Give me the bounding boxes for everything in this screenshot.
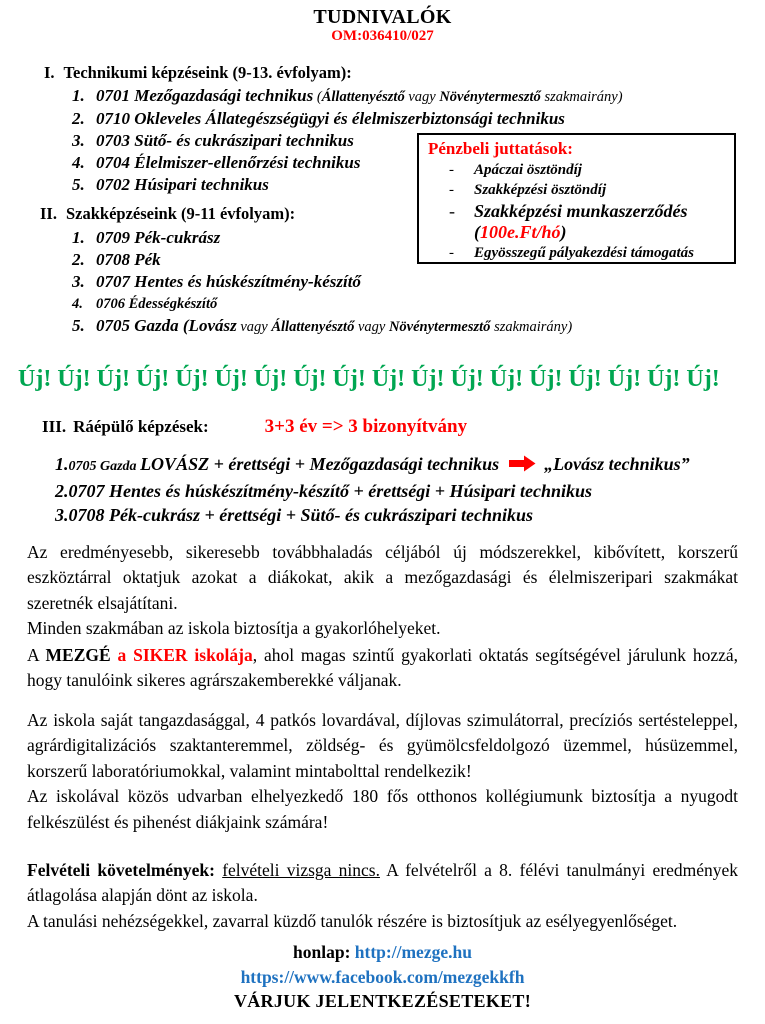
item-number: 3.	[72, 272, 85, 291]
page-title: TUDNIVALÓK	[313, 6, 452, 28]
course-path: LOVÁSZ + érettségi + Mezőgazdasági technikus	[140, 454, 500, 474]
school-name: MEZGÉ	[45, 645, 111, 665]
list-item	[72, 315, 572, 338]
item-number: 5.	[72, 316, 85, 335]
mezge-paragraph	[27, 643, 738, 694]
course-name: 0709 Pék-cukrász	[96, 228, 221, 247]
item-text	[96, 85, 623, 108]
section1-heading	[44, 63, 352, 83]
course-name: 0708 Pék	[96, 250, 161, 269]
section3-list	[55, 452, 690, 527]
benefits-title: Pénzbeli juttatások:	[428, 139, 573, 158]
benefit-item	[419, 200, 734, 222]
benefit-text: Apáczai ösztöndíj	[474, 162, 582, 178]
section3-heading-label: Ráépülő képzések:	[73, 417, 209, 436]
intro-paragraph	[27, 540, 738, 642]
new-banner: Új! Új! Új! Új! Új! Új! Új! Új! Új! Új! Új! Új! Új! Új! Új! Új! Új! Új!	[18, 366, 720, 392]
dash-bullet: -	[449, 182, 454, 198]
website-line	[0, 942, 765, 963]
course-name: 0702 Húsipari technikus	[96, 175, 269, 194]
om-code: OM:036410/027	[331, 28, 434, 44]
course-name: 0710 Okleveles Állategészségügyi és élelmiszerbiztonsági technikus	[96, 109, 565, 128]
list-item	[72, 293, 572, 315]
course-path: 0707 Hentes és húskészítmény-készítő + érettségi + Húsipari technikus	[68, 481, 593, 501]
section1-numeral: I.	[44, 63, 55, 82]
item-number: 3.	[55, 505, 69, 525]
paragraph-text: A	[27, 645, 46, 665]
list-item	[72, 249, 572, 271]
item-number: 2.	[72, 109, 85, 128]
list-item	[72, 271, 572, 293]
item-number: 1.	[55, 454, 69, 474]
no-exam-note: felvételi vizsga nincs.	[222, 860, 380, 880]
cta-line: VÁRJUK JELENTKEZÉSETEKET!	[233, 991, 532, 1011]
slogan: a SIKER iskolája	[110, 645, 253, 665]
course-paren: (Állattenyésztő vagy Növénytermesztő szakmairány)	[313, 89, 623, 105]
benefit-amount: (100e.Ft/hó)	[474, 222, 567, 242]
course-name: 0706 Édességkészítő	[96, 296, 218, 312]
admission-paragraph	[27, 858, 738, 934]
section2-numeral: II.	[40, 204, 57, 223]
amount-value: 100e.Ft/hó	[480, 222, 561, 242]
benefit-item	[419, 180, 734, 200]
admission-label: Felvételi követelmények:	[27, 860, 223, 880]
section2-heading-label: Szakképzéseink (9-11 évfolyam):	[65, 204, 296, 223]
list-item	[72, 227, 572, 249]
facilities-paragraph	[27, 708, 738, 835]
list-item	[55, 452, 690, 479]
section3-heading	[42, 416, 467, 438]
paragraph-text: A tanulási nehézségekkel, zavarral küzdő tanulók részére is biztosítjuk az esélyegyenlőséget.	[27, 910, 678, 931]
paragraph-text: Minden szakmában az iskola biztosítja a gyakorlóhelyeket.	[27, 618, 441, 639]
list-item	[55, 479, 690, 503]
dash-bullet: -	[449, 162, 454, 178]
item-number: 1.	[72, 86, 85, 105]
item-number: 3.	[72, 131, 85, 150]
paragraph-text: Az iskolával közös udvarban elhelyezkedő 180 fős otthonos kollégiumunk biztosítja a nyugodt felkészülést és pihenést diákjaink számára!	[27, 786, 738, 832]
paragraph-text: , ahol magas szintű gyakorlati oktatás segítségével járulunk hozzá, hogy tanulóink sikeres agrárszakemberekké váljanak.	[27, 645, 738, 691]
list-item	[72, 108, 623, 130]
item-number: 2.	[55, 481, 69, 501]
item-number: 4.	[72, 296, 83, 312]
facebook-link[interactable]: https://www.facebook.com/mezgekkfh	[240, 967, 525, 987]
item-number: 2.	[72, 250, 85, 269]
course-name: 0704 Élelmiszer-ellenőrzési technikus	[96, 153, 361, 172]
website-link[interactable]: http://mezge.hu	[354, 942, 472, 962]
benefit-text: Egyösszegű pályakezdési támogatás	[474, 245, 694, 261]
website-label: honlap:	[293, 942, 355, 962]
section1-heading-label: Technikumi képzéseink (9-13. évfolyam):	[63, 63, 352, 82]
item-number: 4.	[72, 153, 85, 172]
section2-heading	[40, 204, 295, 224]
benefit-item	[419, 160, 734, 180]
course-name: 0707 Hentes és húskészítmény-készítő	[96, 272, 361, 291]
course-name: 0705 Gazda (Lovász vagy Állattenyésztő vagy Növénytermesztő szakmairány)	[96, 316, 573, 335]
dash-bullet: -	[449, 245, 454, 261]
list-item	[55, 503, 690, 527]
dash-bullet: -	[449, 201, 455, 221]
benefit-text: Szakképzési ösztöndíj	[474, 182, 607, 198]
right-arrow-icon	[509, 454, 536, 478]
facebook-line	[0, 967, 765, 988]
section2-list	[72, 227, 572, 338]
item-number: 1.	[72, 228, 85, 247]
paragraph-text: Az eredményesebb, sikeresebb továbbhaladás céljából új módszerekkel, kibővített, korszerű eszköztárral oktatjuk azokat a diákokat, akik a mezőgazdasági és élelmiszeripari szakmákat szeretnék elsajátítani.	[27, 542, 738, 613]
list-item	[72, 85, 623, 108]
section3-numeral: III.	[42, 417, 67, 436]
item-number: 5.	[72, 175, 85, 194]
paragraph-text: Az iskola saját tangazdasággal, 4 patkós lovardával, díjlovas szimulátorral, precíziós sertésteleppel, agrárdigitalizációs szaktanteremmel, zöldség- és gyümölcsfeldolgozó üzemmel, húsüzemmel, korszerű laboratóriumokkal, valamint mintabolttal rendelkezik!	[27, 710, 738, 781]
course-name: 0701 Mezőgazdasági technikus	[96, 86, 314, 105]
course-code: 0705 Gazda	[68, 459, 141, 474]
paragraph-text: Felvételi követelmények: felvételi vizsga nincs. A felvételről a 8. félévi tanulmányi eredmények átlagolása alapján dönt az iskola.	[27, 860, 738, 906]
section3-highlight: 3+3 év => 3 bizonyítvány	[264, 416, 468, 437]
course-result: „Lovász technikus”	[544, 454, 690, 474]
course-path: 0708 Pék-cukrász + érettségi + Sütő- és cukrászipari technikus	[68, 505, 534, 525]
benefit-text: Szakképzési munkaszerződés	[474, 201, 688, 221]
course-name: 0703 Sütő- és cukrászipari technikus	[96, 131, 354, 150]
